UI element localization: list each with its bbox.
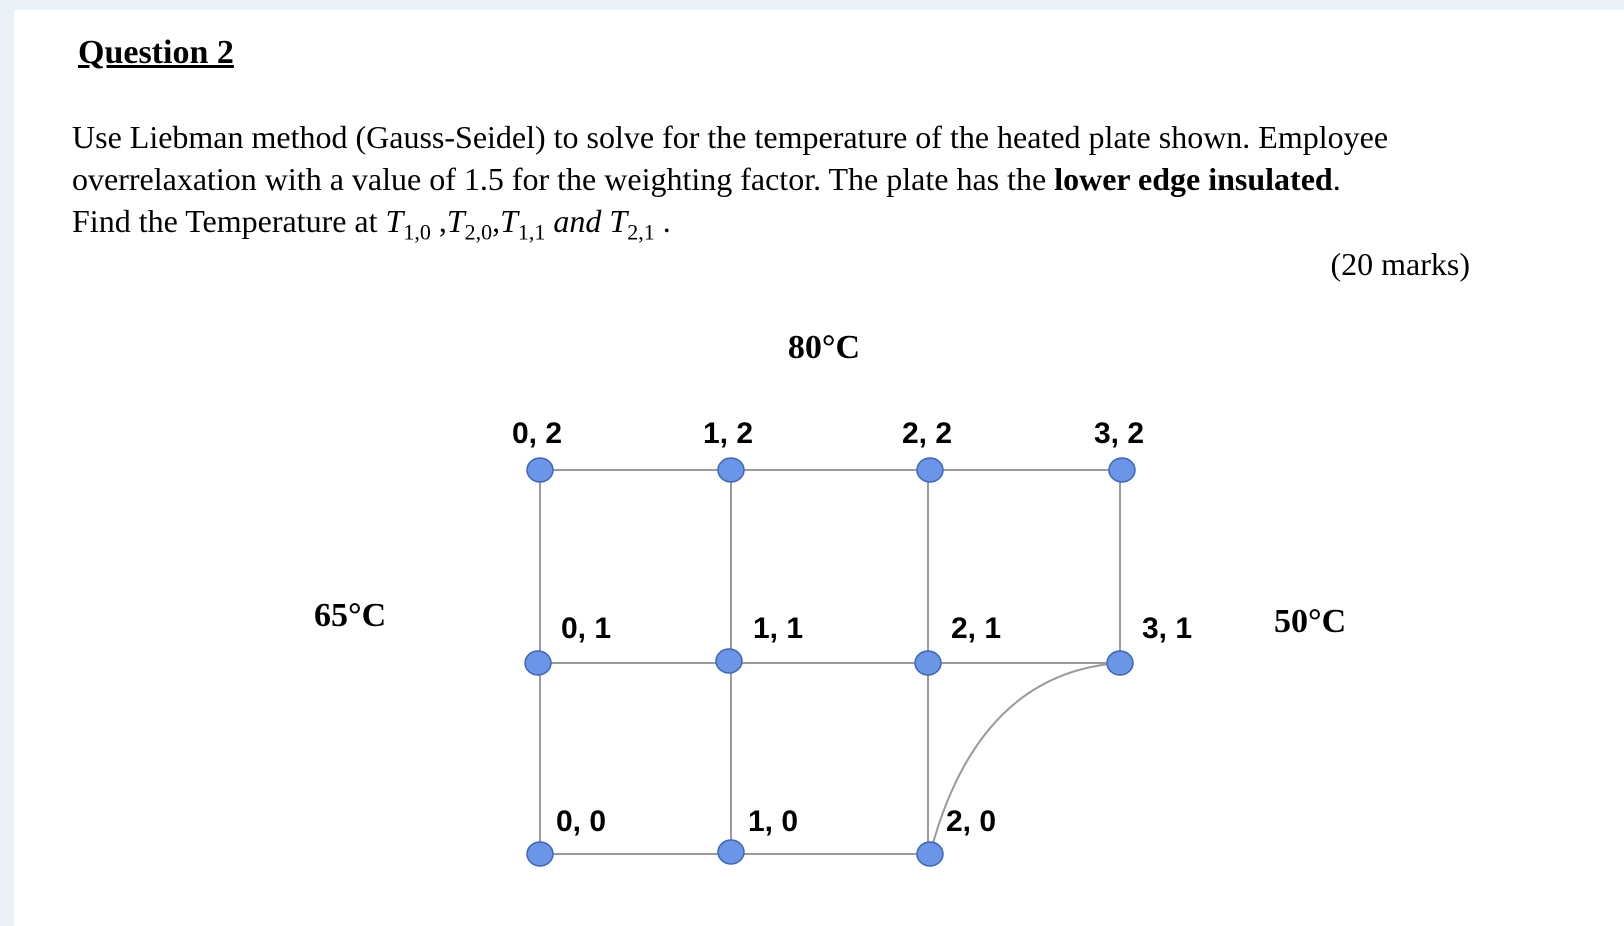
and-word: and — [545, 203, 610, 239]
node-label-0-2: 0, 2 — [512, 417, 563, 450]
var-t11: $T_{1,1}$ — [500, 203, 546, 245]
var-t20: $T_{2,0}$ — [446, 203, 493, 245]
sentence-end: . — [654, 203, 671, 239]
node-3-1 — [1107, 651, 1133, 675]
node-labels — [512, 417, 1192, 838]
node-2-0 — [917, 842, 943, 866]
node-1-2 — [718, 458, 744, 482]
node-1-0 — [718, 840, 744, 864]
node-label-2-2: 2, 2 — [902, 417, 953, 450]
node-label-1-0: 1, 0 — [748, 805, 799, 838]
node-label-1-2: 1, 2 — [703, 417, 754, 450]
node-0-0 — [527, 842, 553, 866]
question-title: Question 2 — [78, 34, 234, 71]
node-label-2-0: 2, 0 — [946, 805, 997, 838]
node-0-1 — [525, 651, 551, 675]
var-t21: $T_{2,1}$ — [609, 203, 655, 245]
node-label-1-1: 1, 1 — [753, 612, 804, 645]
grid-lines — [540, 470, 1122, 854]
question-line-2a: overrelaxation with a value of 1.5 for the weighting factor. The plate has the — [72, 161, 1055, 197]
question-line-2b: . — [1332, 161, 1341, 197]
var-t10: $T_{1,0}$ — [385, 203, 431, 245]
node-label-0-1: 0, 1 — [561, 612, 612, 645]
node-1-1 — [716, 649, 742, 673]
insulated-emphasis: lower edge insulated — [1054, 161, 1333, 197]
node-label-3-2: 3, 2 — [1094, 417, 1145, 450]
node-label-3-1: 3, 1 — [1142, 612, 1193, 645]
top-boundary-temp: 80°C — [787, 329, 861, 366]
separator: , — [430, 203, 447, 239]
node-label-0-0: 0, 0 — [556, 805, 607, 838]
node-label-2-1: 2, 1 — [951, 612, 1002, 645]
question-line-1: Use Liebman method (Gauss-Seidel) to solve for the temperature of the heated plate shown. Employee — [72, 119, 1389, 155]
question-line-3: Find the Temperature at — [72, 203, 386, 239]
marks-label: (20 marks) — [1330, 246, 1470, 282]
node-0-2 — [527, 458, 553, 482]
separator: , — [492, 203, 501, 239]
right-boundary-temp: 50°C — [1274, 603, 1347, 640]
left-boundary-temp: 65°C — [314, 597, 387, 634]
node-2-1 — [915, 651, 941, 675]
node-2-2 — [917, 458, 943, 482]
node-3-2 — [1109, 458, 1135, 482]
